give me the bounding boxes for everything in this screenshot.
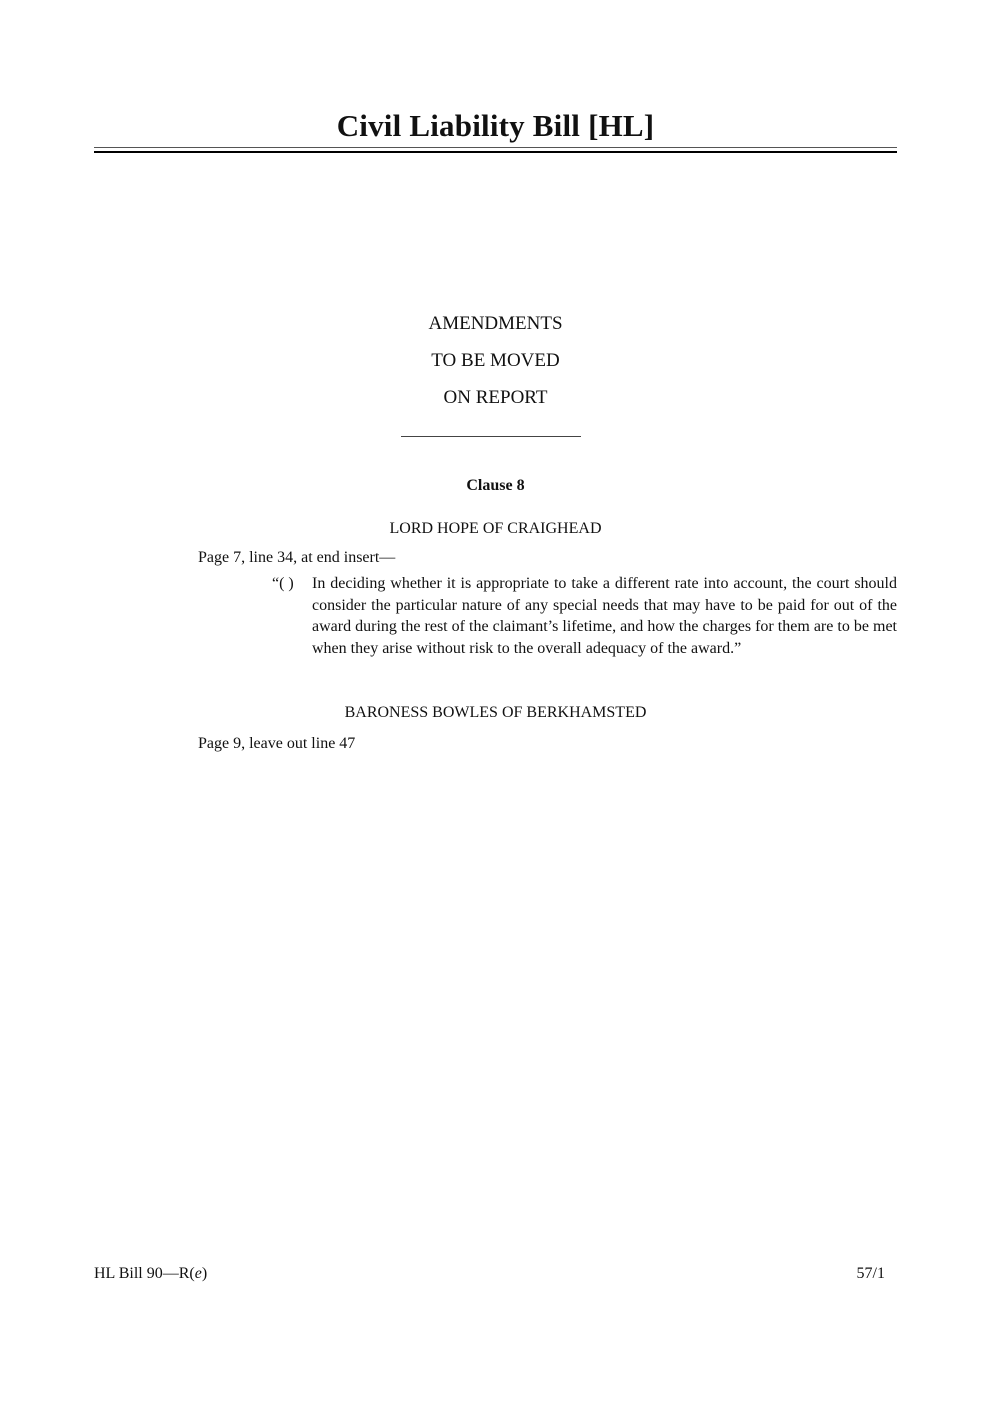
heading-line-1: AMENDMENTS [428,313,563,334]
amendment-2-instruction: Page 9, leave out line 47 [198,735,356,752]
heading-line-2: TO BE MOVED [431,350,560,371]
clause-heading: Clause 8 [466,477,525,494]
insert-marker: “( ) [272,575,294,592]
amendment-1-insert [272,573,897,659]
bill-ref-suffix: ) [201,1265,208,1282]
amendment-2-member: BARONESS BOWLES OF BERKHAMSTED [344,704,647,721]
bill-ref-prefix: HL Bill 90—R( [94,1265,195,1282]
heading-separator [401,436,581,437]
footer-page-reference: 57/1 [856,1265,885,1282]
bill-ref-italic: e [194,1265,202,1282]
title-rule-thick [94,151,897,153]
title-rule-thin [94,147,897,148]
amendment-1-instruction: Page 7, line 34, at end insert— [198,549,396,566]
footer-bill-reference [94,1264,207,1284]
heading-line-3: ON REPORT [443,387,548,408]
amendment-1-member: LORD HOPE OF CRAIGHEAD [389,520,602,537]
page-title: Civil Liability Bill [HL] [336,108,655,143]
insert-text: In deciding whether it is appropriate to take a different rate into account, the court should consider the particular nature of any special needs that may have to be paid for out of the award during the rest of the claimant’s lifetime, and how the charges for them are to be met when they arise without risk to the overall adequacy of the award.” [312,575,897,657]
amendments-heading [0,305,991,416]
